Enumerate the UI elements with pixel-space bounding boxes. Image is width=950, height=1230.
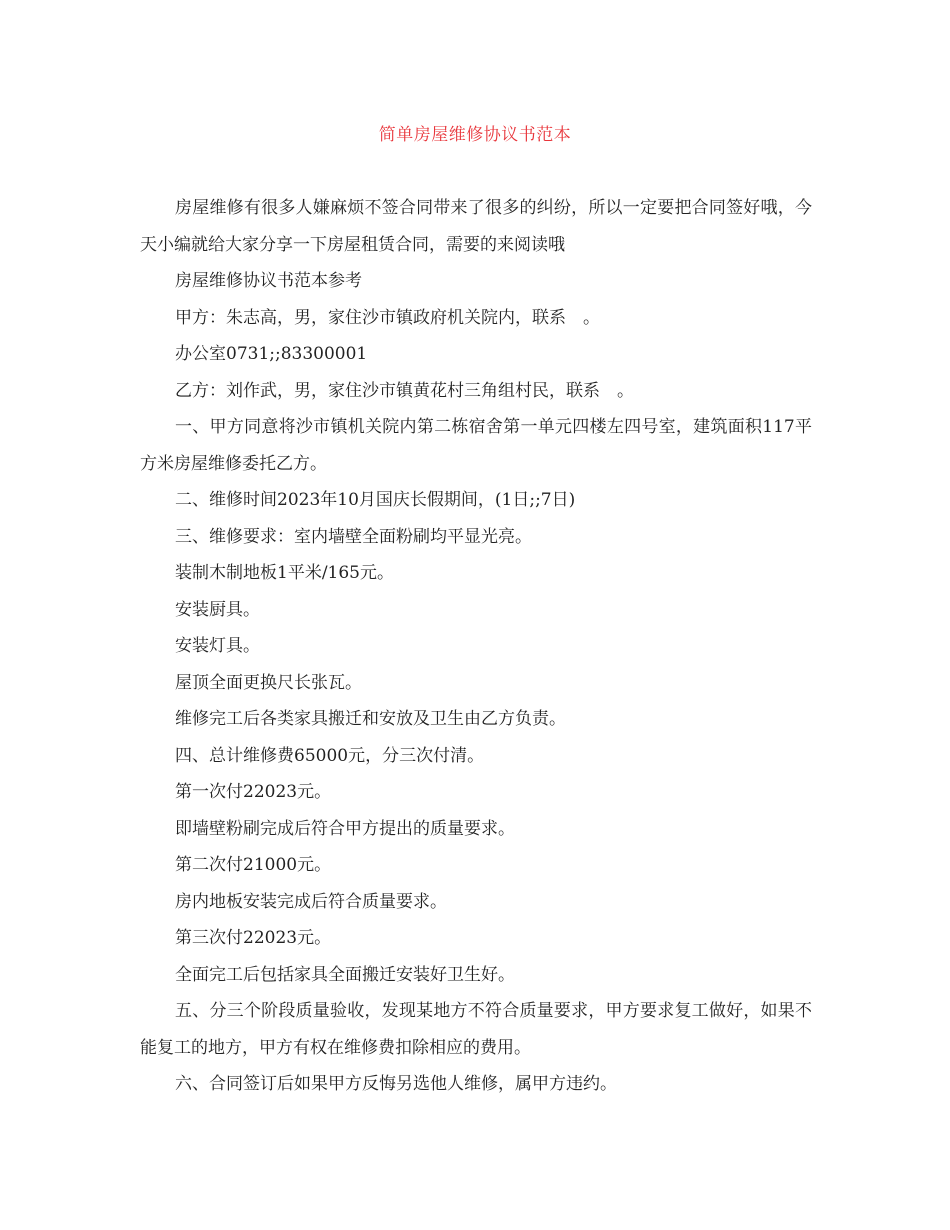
payment-2-condition: 房内地板安装完成后符合质量要求。	[175, 891, 447, 912]
payment-1-paragraph: 第一次付22023元。	[175, 782, 332, 802]
document-title: 简单房屋维修协议书范本	[378, 125, 572, 145]
clause-3-paragraph: 三、维修要求：室内墙壁全面粉刷均平显光亮。	[175, 526, 532, 547]
clause-4-paragraph: 四、总计维修费65000元，分三次付清。	[175, 745, 485, 766]
document-body	[140, 190, 812, 1103]
party-b-paragraph: 乙方：刘作武，男，家住沙市镇黄花村三角组村民，联系 。	[175, 380, 634, 401]
clause-6-paragraph: 六、合同签订后如果甲方反悔另选他人维修，属甲方违约。	[175, 1074, 617, 1094]
clause-5-paragraph: 五、分三个阶段质量验收，发现某地方不符合质量要求，甲方要求复工做好，如果不能复工的地方，甲方有权在维修费扣除相应的费用。	[140, 1001, 812, 1058]
section-heading: 房屋维修协议书范本参考	[175, 271, 362, 291]
payment-3-paragraph: 第三次付22023元。	[175, 928, 332, 948]
payment-2-paragraph: 第二次付21000元。	[175, 855, 332, 875]
flooring-paragraph: 装制木制地板1平米/165元。	[175, 563, 394, 583]
roof-paragraph: 屋顶全面更换尺长张瓦。	[175, 672, 362, 693]
intro-paragraph: 房屋维修有很多人嫌麻烦不签合同带来了很多的纠纷，所以一定要把合同签好哦，今天小编就给大家分享一下房屋租赁合同，需要的来阅读哦	[140, 198, 812, 255]
clause-1-paragraph: 一、甲方同意将沙市镇机关院内第二栋宿舍第一单元四楼左四号室，建筑面积117平方米房屋维修委托乙方。	[140, 417, 812, 474]
party-a-paragraph: 甲方：朱志高，男，家住沙市镇政府机关院内，联系 。	[175, 307, 600, 328]
payment-3-condition: 全面完工后包括家具全面搬迁安装好卫生好。	[175, 964, 515, 985]
lighting-paragraph: 安装灯具。	[175, 636, 260, 656]
cleanup-paragraph: 维修完工后各类家具搬迁和安放及卫生由乙方负责。	[175, 709, 566, 729]
payment-1-condition: 即墙壁粉刷完成后符合甲方提出的质量要求。	[175, 818, 515, 839]
clause-2-paragraph: 二、维修时间2023年10月国庆长假期间，(1日;;7日)	[175, 490, 576, 510]
kitchenware-paragraph: 安装厨具。	[175, 599, 260, 620]
office-phone-paragraph: 办公室0731;;83300001	[175, 344, 368, 364]
